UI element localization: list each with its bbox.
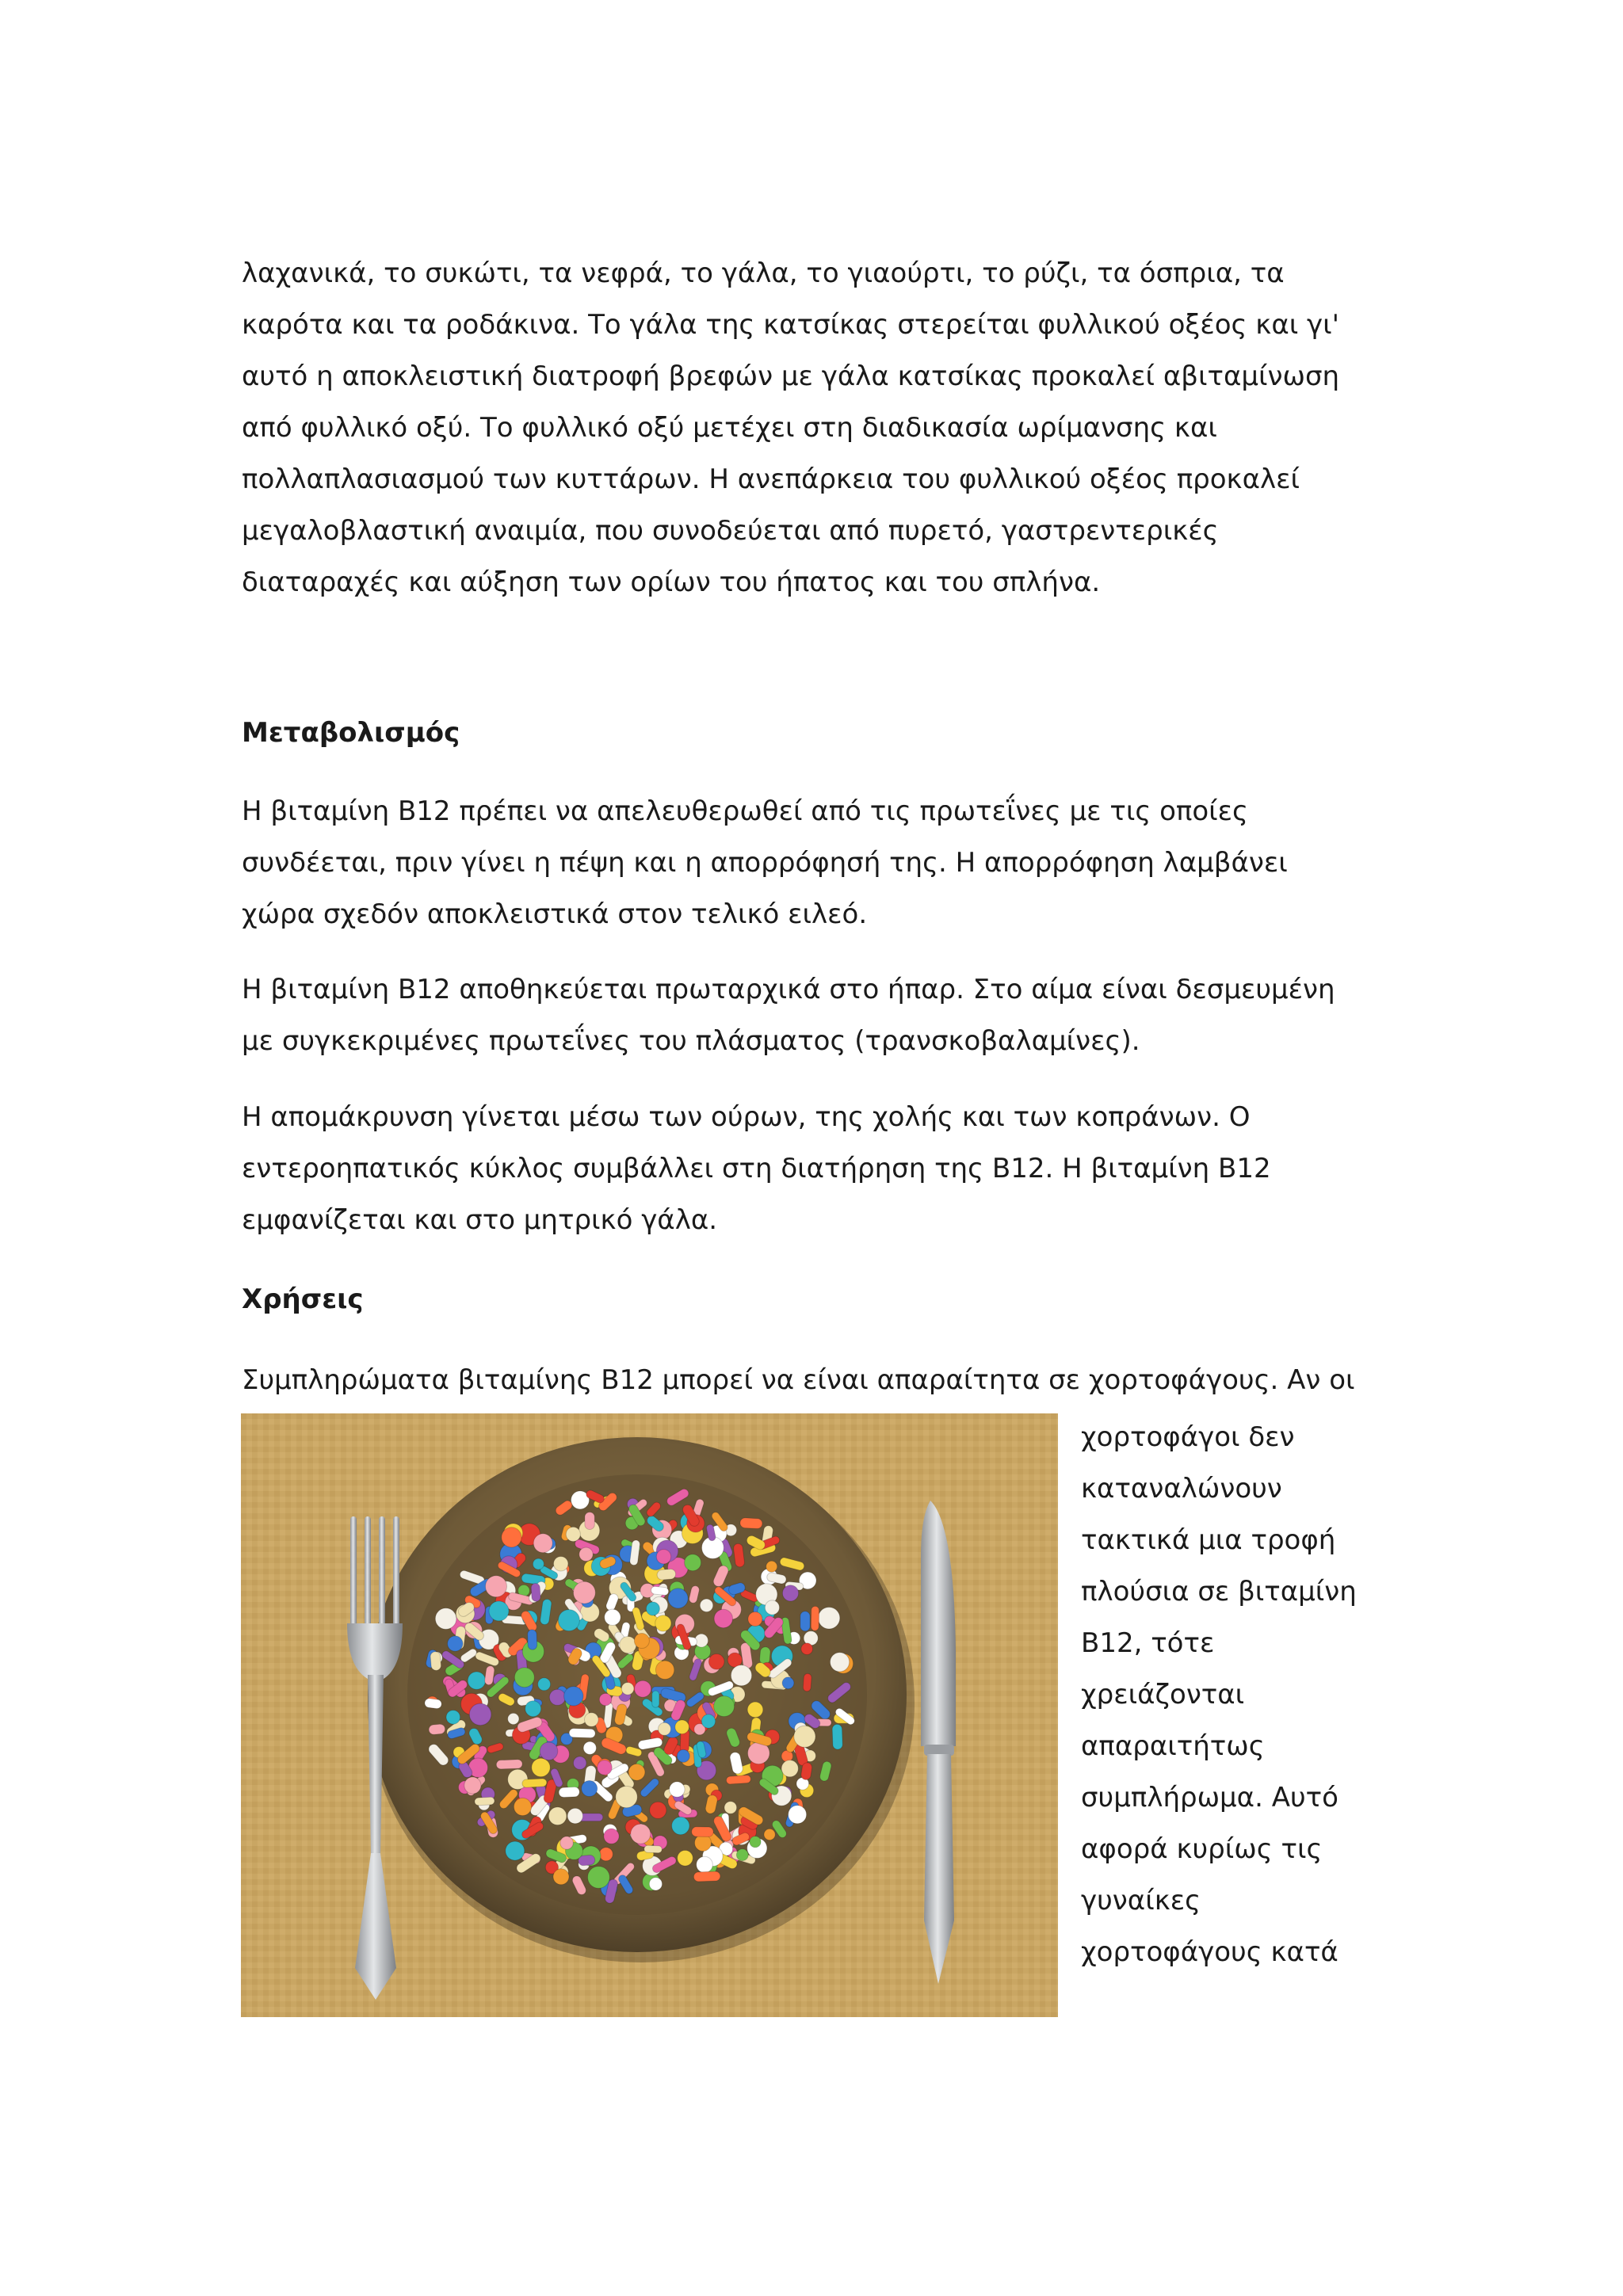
pill xyxy=(635,1680,651,1697)
text-line: Β12, τότε xyxy=(1081,1627,1215,1659)
pill xyxy=(714,1696,735,1717)
pill xyxy=(675,1720,689,1734)
metabolism-paragraph-3 xyxy=(242,1092,1415,1246)
text-line: συνδέεται, πριν γίνει η πέψη και η απορρόφησή της. Η απορρόφηση λαμβάνει xyxy=(242,847,1288,879)
pill xyxy=(649,1878,662,1890)
pill xyxy=(564,1687,583,1706)
pill xyxy=(782,1677,794,1689)
pill xyxy=(651,1586,669,1596)
pill xyxy=(585,1512,594,1530)
pill xyxy=(731,1665,751,1686)
pill xyxy=(789,1806,807,1824)
text-line: Η απομάκρυνση γίνεται μέσω των ούρων, της χολής και των κοπράνων. Ο xyxy=(242,1101,1251,1133)
pill xyxy=(502,1527,521,1547)
pill xyxy=(803,1673,812,1691)
uses-wrap-text xyxy=(1081,1412,1414,1978)
pill xyxy=(508,1713,519,1724)
uses-paragraph xyxy=(242,1355,1415,1406)
pill xyxy=(429,1724,445,1735)
pill xyxy=(532,1758,550,1776)
pill xyxy=(708,1654,724,1670)
pill xyxy=(659,1722,671,1735)
metabolism-paragraph-1 xyxy=(242,786,1415,940)
pill xyxy=(657,1569,677,1581)
pill xyxy=(574,1756,586,1769)
pill xyxy=(811,1606,819,1630)
pill xyxy=(700,1599,712,1611)
pill xyxy=(533,1534,552,1553)
pill xyxy=(506,1841,525,1860)
pill xyxy=(464,1777,481,1794)
pill xyxy=(631,1824,651,1844)
text-line: Συμπληρώματα βιταμίνης Β12 μπορεί να είναι απαραίτητα σε χορτοφάγους. Αν οι xyxy=(242,1364,1355,1396)
pill xyxy=(574,1581,596,1604)
pill xyxy=(566,1527,580,1541)
pill xyxy=(560,1836,573,1849)
pill xyxy=(672,1817,689,1834)
pill xyxy=(782,1585,798,1601)
pill xyxy=(525,1701,541,1717)
pill xyxy=(701,1714,715,1728)
pill xyxy=(527,1630,537,1650)
text-line: απαραιτήτως xyxy=(1081,1730,1265,1762)
pill xyxy=(435,1608,456,1630)
text-line: εμφανίζεται και στο μητρικό γάλα. xyxy=(242,1204,718,1236)
pill xyxy=(765,1600,779,1615)
pill xyxy=(579,1547,593,1561)
pill xyxy=(604,1829,619,1844)
pill xyxy=(448,1636,463,1651)
pill xyxy=(569,1728,595,1737)
pill xyxy=(567,1808,582,1823)
pill xyxy=(656,1550,670,1564)
pill xyxy=(781,1760,798,1777)
pill xyxy=(646,1602,659,1615)
pill xyxy=(549,1689,565,1705)
pill xyxy=(692,1827,714,1837)
pill xyxy=(558,1610,579,1631)
pill xyxy=(548,1807,567,1825)
pill xyxy=(697,1856,713,1873)
pills-plate-image xyxy=(241,1413,1058,2017)
pill xyxy=(582,1781,598,1797)
pill xyxy=(655,1615,671,1631)
text-line: τακτικά μια τροφή xyxy=(1081,1524,1336,1556)
text-line: συμπλήρωμα. Αυτό xyxy=(1081,1782,1338,1814)
pill xyxy=(818,1608,839,1629)
pill xyxy=(583,1741,596,1754)
pill xyxy=(468,1672,485,1689)
text-line: αφορά κυρίως τις xyxy=(1081,1833,1323,1865)
pill xyxy=(726,1775,751,1784)
pill xyxy=(469,1703,491,1726)
pill xyxy=(693,1871,720,1882)
pill xyxy=(655,1661,674,1679)
pill xyxy=(588,1867,610,1889)
text-line: χρειάζονται xyxy=(1081,1679,1245,1711)
pill xyxy=(670,1782,685,1797)
pill xyxy=(750,1836,761,1848)
pill xyxy=(616,1786,637,1807)
text-line: Η βιταμίνη Β12 αποθηκεύεται πρωταρχικά στο ήπαρ. Στο αίμα είναι δεσμευμένη xyxy=(242,974,1335,1005)
pill xyxy=(553,1869,569,1885)
pill xyxy=(430,1651,441,1671)
pill xyxy=(747,1702,763,1718)
pill xyxy=(652,1691,659,1707)
text-line: λαχανικά, το συκώτι, τα νεφρά, το γάλα, το γιαούρτι, το ρύζι, τα όσπρια, τα xyxy=(242,257,1285,289)
metabolism-paragraph-2 xyxy=(242,964,1415,1067)
pills-plate-illustration xyxy=(241,1413,1058,2017)
pill xyxy=(486,1576,507,1597)
pill xyxy=(714,1609,732,1627)
pill xyxy=(620,1637,636,1653)
pill xyxy=(677,1749,689,1762)
pill xyxy=(800,1611,810,1631)
pill xyxy=(559,1787,580,1798)
pill xyxy=(740,1518,763,1529)
pill xyxy=(831,1653,850,1672)
pill xyxy=(764,1829,775,1840)
pill xyxy=(832,1724,842,1749)
pill xyxy=(599,1693,611,1705)
section-heading-uses: Χρήσεις xyxy=(242,1283,364,1315)
text-line: μεγαλοβλαστική αναιμία, που συνοδεύεται από πυρετό, γαστρεντερικές xyxy=(242,515,1219,547)
text-line: καρότα και τα ροδάκινα. Το γάλα της κατσίκας στερείται φυλλικού οξέος και γι' xyxy=(242,309,1340,341)
intro-paragraph xyxy=(242,248,1415,608)
section-heading-metabolism: Μεταβολισμός xyxy=(242,717,460,749)
pill xyxy=(668,1589,688,1608)
pill xyxy=(766,1561,777,1572)
pill xyxy=(794,1726,815,1747)
text-line: διαταραχές και αύξηση των ορίων του ήπατος και του σπλήνα. xyxy=(242,566,1101,598)
text-line: γυναίκες xyxy=(1081,1885,1201,1917)
pill xyxy=(678,1851,693,1867)
text-line: πολλαπλασιασμού των κυττάρων. Η ανεπάρκεια του φυλλικού οξέος προκαλεί xyxy=(242,463,1300,495)
text-line: καταναλώνουν xyxy=(1081,1473,1282,1505)
pill xyxy=(598,1760,613,1775)
pill xyxy=(634,1634,649,1649)
pill xyxy=(496,1760,522,1769)
pill xyxy=(514,1668,534,1688)
text-line: εντεροηπατικός κύκλος συμβάλλει στη διατήρηση της Β12. Η βιταμίνη Β12 xyxy=(242,1153,1271,1184)
pill xyxy=(759,1646,770,1665)
text-line: χορτοφάγους κατά xyxy=(1081,1936,1338,1968)
pill xyxy=(685,1554,701,1571)
pill xyxy=(585,1713,599,1727)
pill xyxy=(644,1845,663,1853)
pill xyxy=(446,1711,460,1725)
pill xyxy=(533,1558,544,1569)
text-line: Η βιταμίνη Β12 πρέπει να απελευθερωθεί από τις πρωτεΐνες με τις οποίες xyxy=(242,795,1249,827)
text-line: χορτοφάγοι δεν xyxy=(1081,1421,1295,1453)
pill xyxy=(522,1779,547,1788)
pill xyxy=(736,1849,748,1861)
pill xyxy=(554,1557,568,1571)
pill xyxy=(801,1643,813,1655)
pill xyxy=(724,1802,737,1814)
pill xyxy=(514,1798,531,1815)
pill xyxy=(531,1583,541,1602)
text-line: με συγκεκριμένες πρωτεΐνες του πλάσματος (τρανσκοβαλαμίνες). xyxy=(242,1025,1140,1057)
pill xyxy=(748,1612,762,1627)
pill xyxy=(599,1848,613,1861)
pill xyxy=(628,1764,645,1780)
knife-icon xyxy=(921,1501,956,1984)
pill xyxy=(605,1609,621,1625)
pill xyxy=(489,1601,509,1621)
pill xyxy=(538,1678,551,1691)
text-line: πλούσια σε βιταμίνη xyxy=(1081,1576,1357,1608)
pill xyxy=(650,1802,666,1818)
text-line: χώρα σχεδόν αποκλειστικά στον τελικό ειλεό. xyxy=(242,898,868,930)
text-line: αυτό η αποκλειστική διατροφή βρεφών με γάλα κατσίκας προκαλεί αβιταμίνωση xyxy=(242,360,1340,392)
pill xyxy=(540,1742,558,1760)
pill xyxy=(621,1683,634,1695)
text-line: από φυλλικό οξύ. Το φυλλικό οξύ μετέχει στη διαδικασία ωρίμανσης και xyxy=(242,412,1217,444)
pill xyxy=(475,1797,495,1806)
